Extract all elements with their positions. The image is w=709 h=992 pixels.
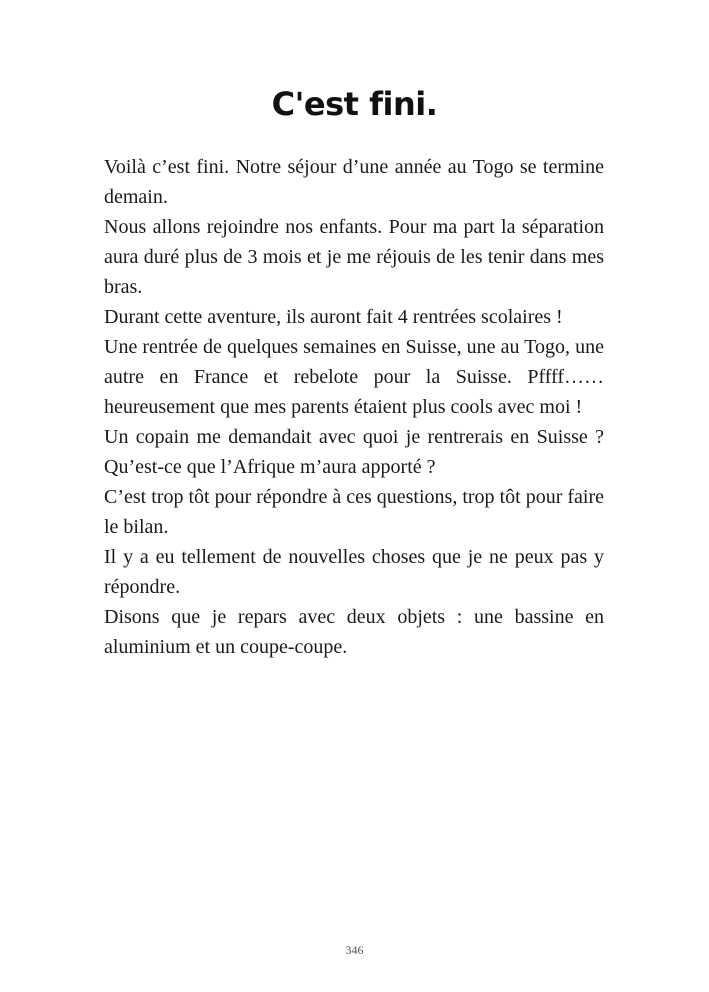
paragraph: Nous allons rejoindre nos enfants. Pour ma part la séparation aura duré plus de 3 mois et je me réjouis de les tenir dans mes bras. (104, 216, 604, 298)
paragraph: Voilà c’est fini. Notre séjour d’une année au Togo se termine demain. (104, 156, 604, 208)
paragraph: C’est trop tôt pour répondre à ces questions, trop tôt pour faire le bilan. (104, 486, 604, 538)
page-number: 346 (345, 943, 364, 957)
paragraph: Durant cette aventure, ils auront fait 4 rentrées scolaires ! (104, 306, 563, 328)
paragraph: Disons que je repars avec deux objets : une bassine en aluminium et un coupe-coupe. (104, 606, 604, 658)
paragraph: Une rentrée de quelques semaines en Suisse, une au Togo, une autre en France et rebelote pour la Suisse. Pffff…… heureusement que mes parents étaient plus cools avec moi ! (104, 336, 604, 418)
paragraph: Un copain me demandait avec quoi je rentrerais en Suisse ? Qu’est-ce que l’Afrique m’aura apporté ? (104, 426, 604, 478)
body-text (104, 152, 604, 662)
page-title: C'est fini. (271, 85, 438, 123)
paragraph: Il y a eu tellement de nouvelles choses que je ne peux pas y répondre. (104, 546, 604, 598)
